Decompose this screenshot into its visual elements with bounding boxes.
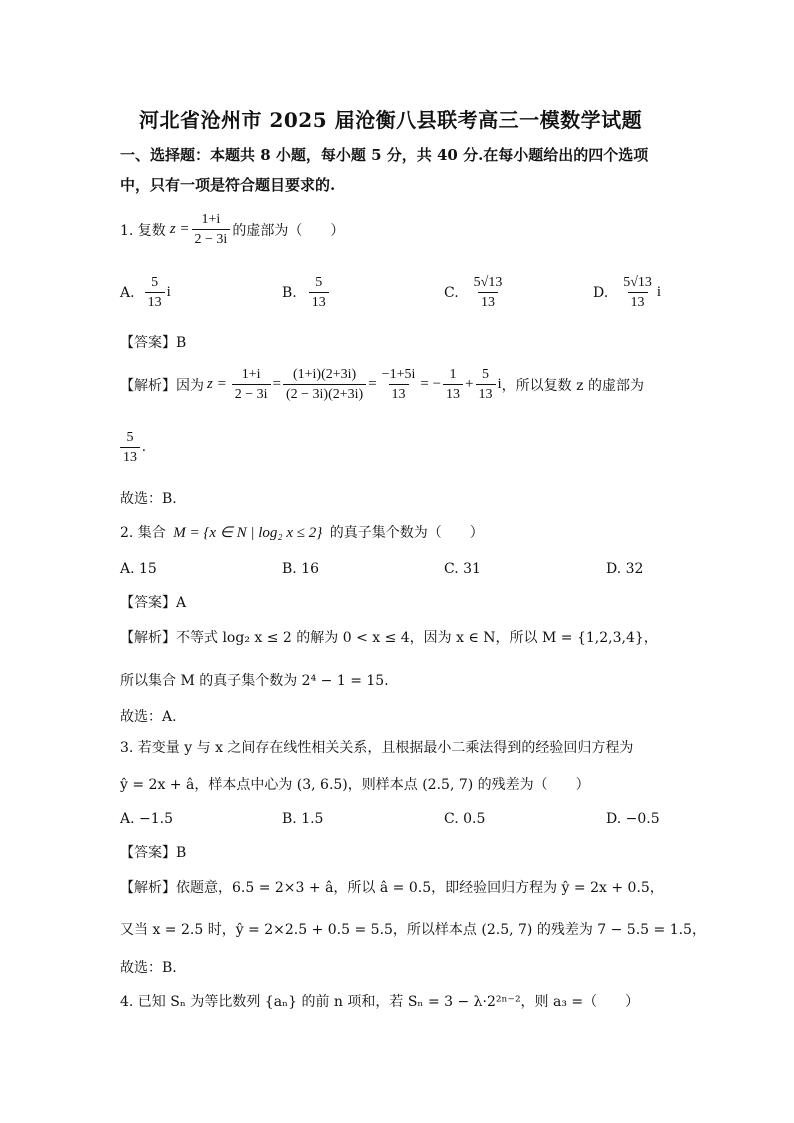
- q2-tail: 的真子集个数为（ ）: [329, 525, 484, 541]
- q1-option-d: [593, 275, 661, 310]
- period: .: [142, 439, 146, 455]
- q3-conclusion: 故选：B.: [120, 960, 177, 976]
- q2-set-expression: M = {x ∈ N | log₂ x ≤ 2}: [173, 525, 323, 541]
- q2-option-b: B. 16: [282, 561, 320, 577]
- q1-fraction: [192, 212, 231, 247]
- option-fraction: [471, 275, 506, 310]
- section-heading-line2: 中，只有一项是符合题目要求的.: [120, 176, 336, 194]
- q3-stem-line2: ŷ = 2x + â，样本点中心为 (3, 6.5)，则样本点 (2.5, 7) 的残差为（ ）: [120, 777, 590, 793]
- option-label: D.: [593, 284, 609, 301]
- option-label: A.: [120, 284, 135, 301]
- analysis-tail: ，所以复数 z 的虚部为: [501, 377, 644, 394]
- option-denominator: 13: [628, 292, 648, 310]
- option-numerator: 5: [315, 275, 323, 290]
- result-denominator: 13: [120, 447, 140, 465]
- q1-stem: [120, 212, 344, 247]
- analysis-z: z =: [207, 376, 227, 392]
- q1-option-a: [120, 275, 171, 310]
- option-denominator: 13: [478, 292, 498, 310]
- q1-conclusion: 故选：B.: [120, 491, 177, 507]
- option-denominator: 13: [145, 292, 165, 310]
- option-fraction: [145, 275, 165, 310]
- q3-option-c: C. 0.5: [444, 811, 486, 827]
- q1-number: 1. 复数: [120, 222, 166, 239]
- equals: =: [272, 376, 281, 392]
- option-fraction: [620, 275, 655, 310]
- q2-option-a: A. 15: [120, 561, 157, 577]
- option-suffix: i: [656, 284, 662, 300]
- q3-analysis-line1: 【解析】依题意，6.5 = 2×3 + â，所以 â = 0.5，即经验回归方程为 ŷ = 2x + 0.5，: [120, 880, 664, 896]
- q1-stem-tail: 的虚部为（ ）: [232, 222, 345, 239]
- analysis-frac-1: $\frac{1+i}{2 - 3i}$: [232, 367, 271, 402]
- analysis-prefix: 【解析】因为: [120, 377, 204, 394]
- option-numerator: 5: [151, 275, 159, 290]
- result-numerator: 5: [126, 430, 134, 445]
- q2-answer: 【答案】A: [120, 595, 187, 611]
- q2-analysis-line1: 【解析】不等式 log₂ x ≤ 2 的解为 0 < x ≤ 4，因为 x ∈ N，所以 M = {1,2,3,4}，: [120, 630, 658, 646]
- section-heading-line1: 一、选择题：本题共 8 小题，每小题 5 分，共 40 分.在每小题给出的四个选项: [120, 146, 649, 164]
- page-title: 河北省沧州市 2025 届沧衡八县联考高三一模数学试题: [139, 108, 643, 132]
- q4-stem: 4. 已知 Sₙ 为等比数列 {aₙ} 的前 n 项和，若 Sₙ = 3 − λ·2²ⁿ⁻²，则 a₃ =（ ）: [120, 994, 640, 1010]
- option-label: C.: [444, 284, 459, 301]
- result-fraction: [120, 430, 140, 465]
- equals: =: [368, 376, 377, 392]
- equals: = −: [420, 376, 442, 392]
- option-numerator: 5√13: [473, 275, 503, 290]
- imaginary-i: i: [497, 376, 502, 392]
- analysis-frac-5: $\frac{5}{13}$: [476, 367, 496, 402]
- analysis-frac-3: $\frac{-1+5i}{13}$: [381, 367, 416, 402]
- q1-numerator: 1+i: [201, 212, 221, 227]
- q1-denominator: 2 − 3i: [192, 229, 231, 247]
- q1-analysis: [120, 367, 644, 402]
- q3-answer: 【答案】B: [120, 845, 187, 861]
- plus: +: [465, 376, 474, 392]
- q2-stem: [120, 522, 484, 542]
- q2-option-c: C. 31: [444, 561, 481, 577]
- q3-analysis-line2: 又当 x = 2.5 时，ŷ = 2×2.5 + 0.5 = 5.5，所以样本点 (2.5, 7) 的残差为 7 − 5.5 = 1.5，: [120, 922, 706, 938]
- q1-z: z =: [169, 221, 190, 237]
- q1-option-c: [444, 275, 507, 310]
- q3-stem-line1: 3. 若变量 y 与 x 之间存在线性相关关系，且根据最小二乘法得到的经验回归方程为: [120, 740, 634, 756]
- option-numerator: 5√13: [623, 275, 652, 290]
- q3-option-a: A. −1.5: [120, 811, 174, 827]
- q1-result: [118, 430, 146, 465]
- analysis-frac-2: $\frac{(1+i)(2+3i)}{(2 - 3i)(2+3i)}$: [283, 367, 366, 402]
- option-fraction: [309, 275, 329, 310]
- q2-conclusion: 故选：A.: [120, 709, 177, 725]
- option-label: B.: [282, 284, 297, 301]
- q2-analysis-line2: 所以集合 M 的真子集个数为 2⁴ − 1 = 15.: [120, 673, 389, 689]
- q3-option-d: D. −0.5: [606, 811, 660, 827]
- option-suffix: i: [166, 284, 171, 300]
- option-denominator: 13: [309, 292, 329, 310]
- analysis-frac-4: $\frac{1}{13}$: [443, 367, 463, 402]
- q1-option-b: [282, 275, 331, 310]
- q2-prefix: 2. 集合: [120, 525, 166, 541]
- q1-answer: 【答案】B: [120, 335, 187, 351]
- q3-option-b: B. 1.5: [282, 811, 324, 827]
- q2-option-d: D. 32: [606, 561, 644, 577]
